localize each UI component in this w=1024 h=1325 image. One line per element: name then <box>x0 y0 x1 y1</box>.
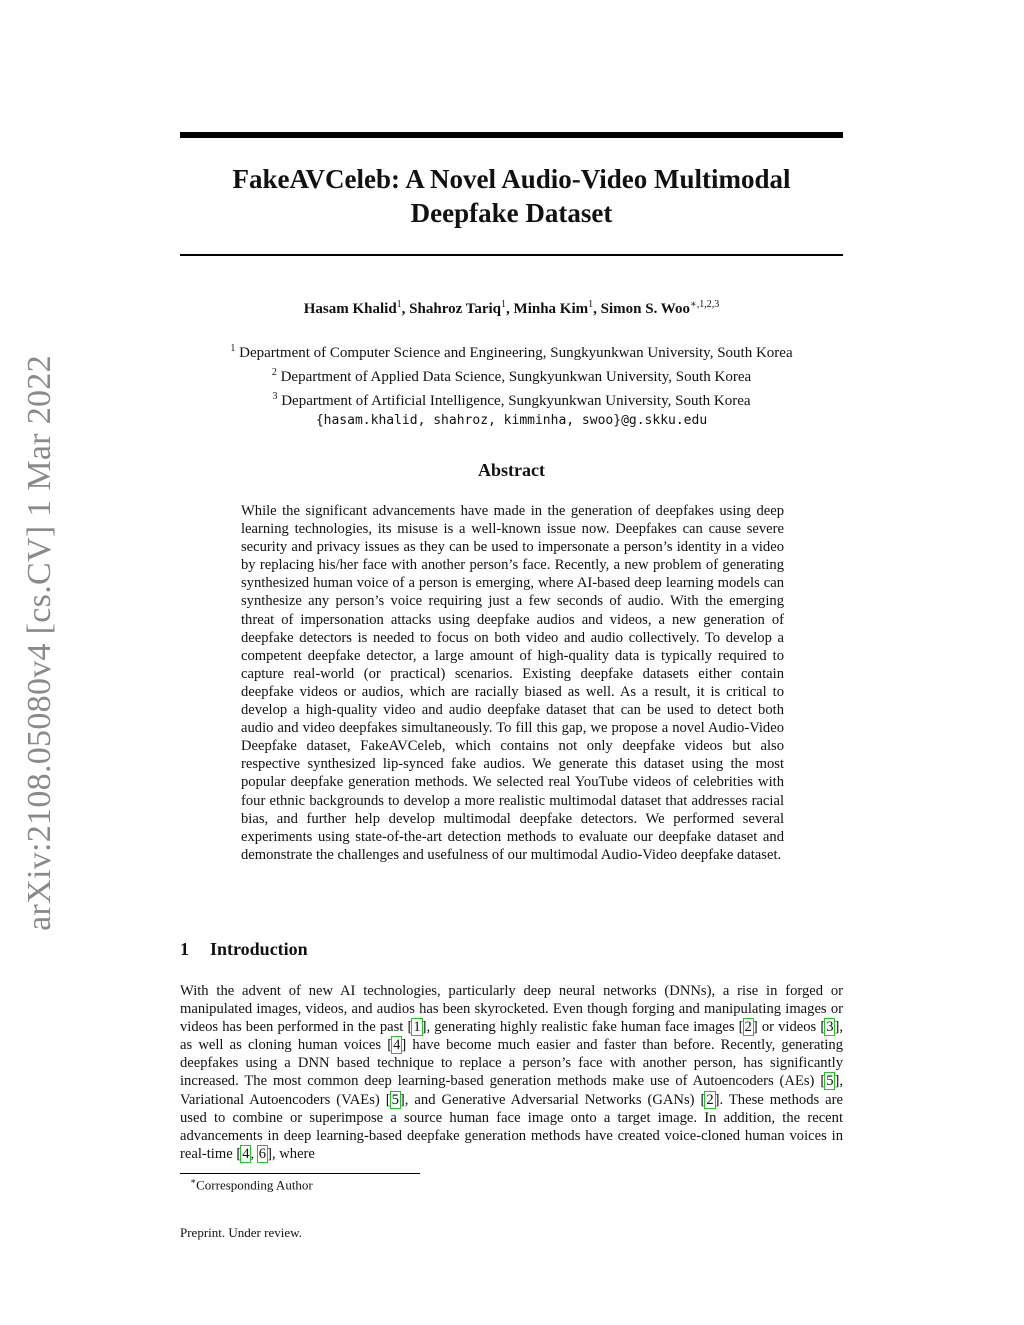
citation-link[interactable]: 4 <box>393 1037 401 1054</box>
arxiv-id-text: arXiv:2108.05080v4 [cs.CV] 1 Mar 2022 <box>21 354 58 931</box>
citation-link[interactable]: 2 <box>744 1019 752 1036</box>
paper-title <box>180 162 843 230</box>
affiliation-3: $^3$ Department of Artificial Intelligence, Sungkyunkwan University, South Korea <box>272 391 751 409</box>
citation-link[interactable]: 2 <box>706 1091 714 1108</box>
affiliations <box>180 339 843 430</box>
title-rule-top <box>180 132 843 138</box>
title-line-1: FakeAVCeleb: A Novel Audio-Video Multimodal <box>232 164 791 194</box>
footnote: ∗Corresponding Author <box>190 1176 313 1193</box>
author-list <box>180 299 843 318</box>
footnote-rule <box>180 1173 420 1174</box>
abstract-heading: Abstract <box>478 460 545 480</box>
citation-link[interactable]: 4 <box>242 1145 250 1162</box>
author: Simon S. Woo$^{∗,1,2,3}$ <box>600 299 720 317</box>
author: Hasam Khalid$^1$, <box>303 299 410 317</box>
introduction-paragraph: With the advent of new AI technologies, particularly deep neural networks (DNNs), a rise in forged or manipulated images, videos, and audios has been skyrocketed. Even though forging and manipulating images or videos has been performed in the past [1], generating highly realistic fake human face images [2] or videos [3], as well as cloning human voices [4] have become much easier and faster than before. Recently, generating deepfakes using a DNN based technique to replace a person’s face with another person, has significantly increased. The most common deep learning-based generation methods make use of Autoencoders (AEs) [5], Variational Autoencoders (VAEs) [5], and Generative Adversarial Networks (GANs) [2]. These methods are used to combine or superimpose a source human face image onto a target image. In addition, the recent advancements in deep learning-based deepfake generation methods have created voice-cloned human voices in real-time [4, 6], where <box>180 983 843 1162</box>
section-title: Introduction <box>210 939 308 959</box>
title-line-2: Deepfake Dataset <box>410 198 613 228</box>
section-heading-introduction <box>180 939 308 960</box>
citation-link[interactable]: 1 <box>413 1019 421 1036</box>
author-emails: {hasam.khalid, shahroz, kimminha, swoo}@g.skku.edu <box>315 413 708 428</box>
arxiv-side-stamp <box>12 355 68 930</box>
affiliation-2: $^2$ Department of Applied Data Science, Sungkyunkwan University, South Korea <box>271 367 752 385</box>
affiliation-1: $^1$ Department of Computer Science and Engineering, Sungkyunkwan University, South Korea <box>230 343 793 361</box>
abstract-text: While the significant advancements have made in the generation of deepfakes using deep learning technologies, its misuse is a well-known issue now. Deepfakes can cause severe security and privacy issues as they can be used to impersonate a person’s identity in a video by replacing his/her face with another person’s face. Recently, a new problem of generating synthesized human voice of a person is emerging, where AI-based deep learning models can synthesize any person’s voice requiring just a few seconds of audio. With the emerging threat of impersonation attacks using deepfake audios and videos, a new generation of deepfake detectors is needed to focus on both video and audio collectively. To develop a competent deepfake detector, a large amount of high-quality data is typically required to capture real-world (or practical) scenarios. Existing deepfake datasets either contain deepfake videos or audios, which are racially biased as well. As a result, it is critical to develop a high-quality video and audio deepfake dataset that can be used to detect both audio and video deepfakes simultaneously. To fill this gap, we propose a novel Audio-Video Deepfake dataset, FakeAVCeleb, which contains not only deepfake videos but also respective synthesized lip-synced fake audios. We generate this dataset using the most popular deepfake generation methods. We selected real YouTube videos of celebrities with four ethnic backgrounds to develop a more realistic multimodal dataset that addresses racial bias, and further help develop multimodal deepfake detectors. We performed several experiments using state-of-the-art detection methods to evaluate our deepfake dataset and demonstrate the challenges and usefulness of our multimodal Audio-Video deepfake dataset. <box>241 503 784 863</box>
section-number: 1 <box>180 939 189 959</box>
author: Minha Kim$^1$, <box>513 299 601 317</box>
citation-link[interactable]: 3 <box>826 1019 834 1036</box>
author: Shahroz Tariq$^1$, <box>409 299 514 317</box>
citation-link[interactable]: 5 <box>391 1091 399 1108</box>
citation-link[interactable]: 6 <box>258 1145 267 1162</box>
title-rule-bottom <box>180 254 843 256</box>
citation-link[interactable]: 5 <box>826 1073 834 1090</box>
preprint-notice: Preprint. Under review. <box>180 1225 302 1240</box>
